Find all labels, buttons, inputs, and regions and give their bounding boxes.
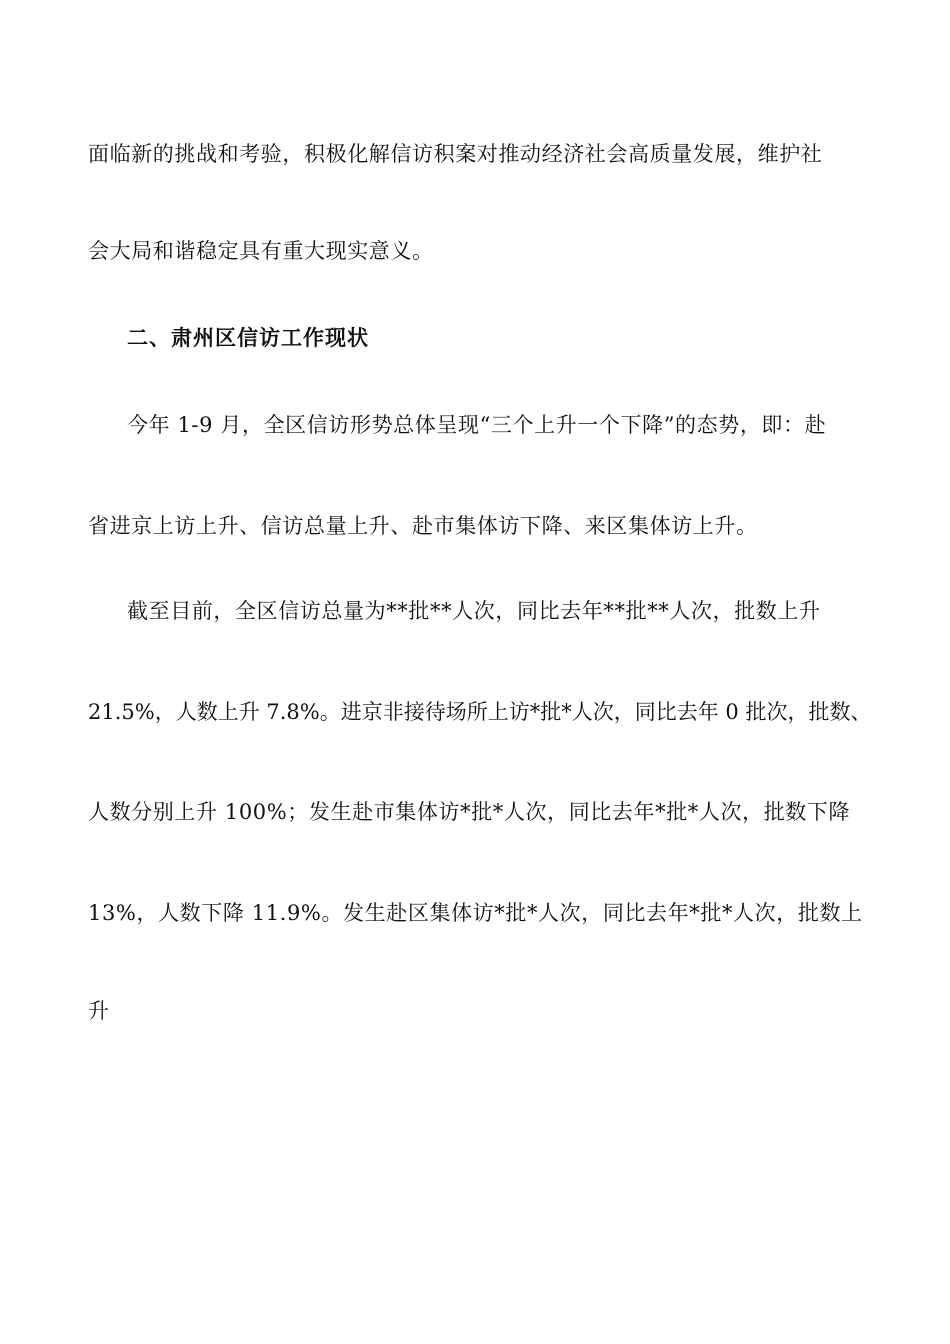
paragraph-line: 今年 1-9 月，全区信访形势总体呈现“三个上升一个下降”的态势，即：赴 — [127, 413, 827, 437]
paragraph-line: 省进京上访上升、信访总量上升、赴市集体访下降、来区集体访上升。 — [88, 514, 758, 538]
paragraph-line: 13%，人数下降 11.9%。发生赴区集体访*批*人次，同比去年*批*人次，批数上 — [88, 901, 863, 925]
paragraph-line: 21.5%，人数上升 7.8%。进京非接待场所上访*批*人次，同比去年 0 批次，批数、 — [88, 700, 872, 724]
paragraph-line: 截至目前，全区信访总量为**批**人次，同比去年**批**人次，批数上升 — [127, 599, 821, 623]
paragraph-line: 人数分别上升 100%；发生赴市集体访*批*人次，同比去年*批*人次，批数下降 — [88, 800, 851, 824]
paragraph-line: 升 — [88, 999, 110, 1023]
section-heading: 二、肃州区信访工作现状 — [127, 326, 369, 350]
paragraph-line: 会大局和谐稳定具有重大现实意义。 — [88, 239, 434, 263]
paragraph-line: 面临新的挑战和考验，积极化解信访积案对推动经济社会高质量发展，维护社 — [88, 142, 823, 166]
